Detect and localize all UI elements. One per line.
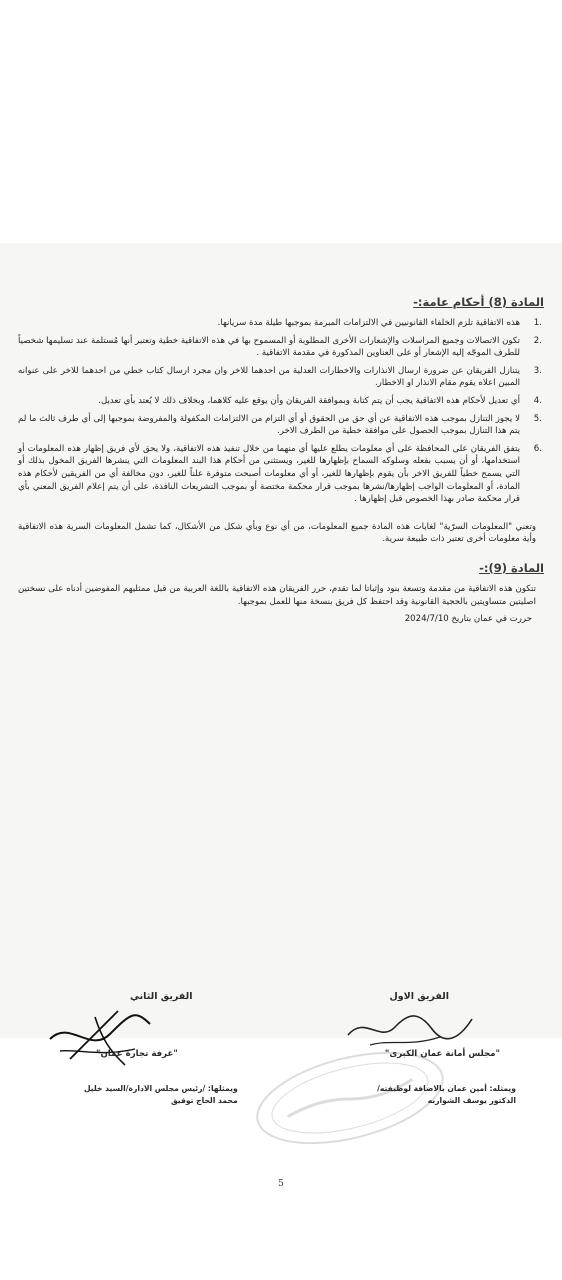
second-party-org: "غرفة تجارة عمان"	[96, 1049, 178, 1059]
confidential-definition: وتعني "المعلومات السرّية" لغايات هذه المادة جميع المعلومات، من أي نوع وبأي شكل من الأشكال، كما تشمل المعلومات السرية هذه الاتفاقية وأية معلومات أخرى تعتبر ذات طبيعة سرية.	[18, 521, 536, 545]
item-number: 6.	[533, 443, 542, 454]
list-item	[18, 443, 546, 506]
page-number: 5	[278, 1179, 284, 1189]
second-rep-line2: محمد الحاج توفيق	[170, 1096, 238, 1105]
item-text: لا يجوز التنازل بموجب هذه الاتفاقية عن أي حق من الحقوق أو أي التزام من الالتزامات المكفولة والمفروضة بموجبها إلى أي طرف ثالث ما لم يتم هذا التنازل بموجب الحصول على موافقة خطية من الطرف الاخر.	[18, 413, 520, 437]
item-number: 1.	[533, 318, 542, 328]
article-9-text: تتكون هذه الاتفاقية من مقدمة وتسعة بنود وإثباتا لما تقدم، حرر الفريقان هذه الاتفاقية باللغة العربية من قبل ممثليهم المفوضين أدناه على نسختين اصليتين متساويتين بالحجية القانونية وقد احتفظ كل فريق بنسخة منها للعمل بموجبها.	[18, 583, 536, 607]
item-number: 5.	[533, 413, 542, 424]
item-text: تكون الاتصالات وجميع المراسلات والإشعارات الأخرى المطلوبة أو المسموح بها في هذه الاتفاقية خطية وتعتبر أنها مُستلمة عند تسليمها شخصياً للطرف الموجّه إليه الإشعار أو على العناوين المذكورة في مقدمة الاتفاقية .	[18, 335, 520, 359]
signature-block	[0, 991, 562, 1131]
item-text: يتفق الفريقان على المحافظة على أي معلومات يطلع عليها أي منهما من خلال تنفيذ هذه الاتفاقية، ولا يحق لأي فريق إظهار هذه المعلومات أو استخدامها، أو أن يسبب بفعله وسلوكه السماح بإظهارها للغير، ويستثنى من أحكام هذا البند المعلومات التي ينشرها الفريق المخول بذلك أو التي يسمح خطياً للفريق الاخر بأن يقوم بإظهارها للغير، أو أي معلومات أصبحت متوفرة علناً للغير، دون مخالفة أي من الفريقين لأحكام هذه المادة، أو المعلومات الواجب إظهارها/نشرها بموجب قرار محكمة مختصة أو بموجب التشريعات النافذة، على أن يتم إعلام الفريق المعني بأي قرار محكمة صادر بهذا الخصوص قبل إظهارها .	[18, 443, 520, 505]
list-item	[18, 413, 546, 438]
item-text: يتنازل الفريقان عن ضرورة ارسال الانذارات والاخطارات العدلية من احدهما للاخر وان مجرد ارسال كتاب خطي من احدهما للاخر على عنوانه المبين اعلاه يقوم مقام الانذار او الاخطار.	[18, 365, 520, 389]
item-number: 4.	[533, 395, 542, 406]
second-rep-line1: ويمثلها: /رئيس مجلس الادارة/السيد خليل	[84, 1084, 238, 1093]
signing-date: حررت في عمان بتاريخ 2024/7/10	[404, 614, 532, 625]
second-party-title: الفريق الثاني	[130, 991, 193, 1002]
list-item	[18, 317, 546, 330]
list-item	[18, 365, 546, 390]
second-party-signature	[40, 999, 160, 1074]
first-party-representative	[377, 1083, 516, 1107]
second-party-representative	[84, 1083, 238, 1107]
item-number: 3.	[533, 365, 542, 376]
article-8-heading: المادة (8) أحكام عامة:-	[413, 295, 544, 309]
first-party-signature	[340, 1005, 480, 1055]
list-item	[18, 395, 546, 408]
first-party-org: "مجلس أمانة عمان الكبرى"	[384, 1049, 500, 1059]
first-party-title: الفريق الاول	[389, 991, 449, 1002]
document-body	[18, 295, 546, 625]
first-rep-line1: ويمثله: أمين عمان بالاضافة لوظيفته/	[377, 1084, 516, 1093]
document-page	[0, 243, 562, 1189]
item-number: 2.	[533, 335, 542, 346]
first-rep-line2: الدكتور يوسف الشواربه	[427, 1096, 516, 1105]
item-text: هذه الاتفاقية تلزم الخلفاء القانونيين في الالتزامات المبرمة بموجبها طيلة مدة سريانها.	[217, 318, 520, 328]
article-9-heading: المادة (9):-	[479, 560, 544, 575]
item-text: أي تعديل لأحكام هذه الاتفاقية يجب أن يتم كتابة وبموافقة الفريقان وأن يوقع عليه كلاهما، وبخلاف ذلك لا يُعتد بأي تعديل.	[98, 395, 520, 406]
list-item	[18, 335, 546, 360]
